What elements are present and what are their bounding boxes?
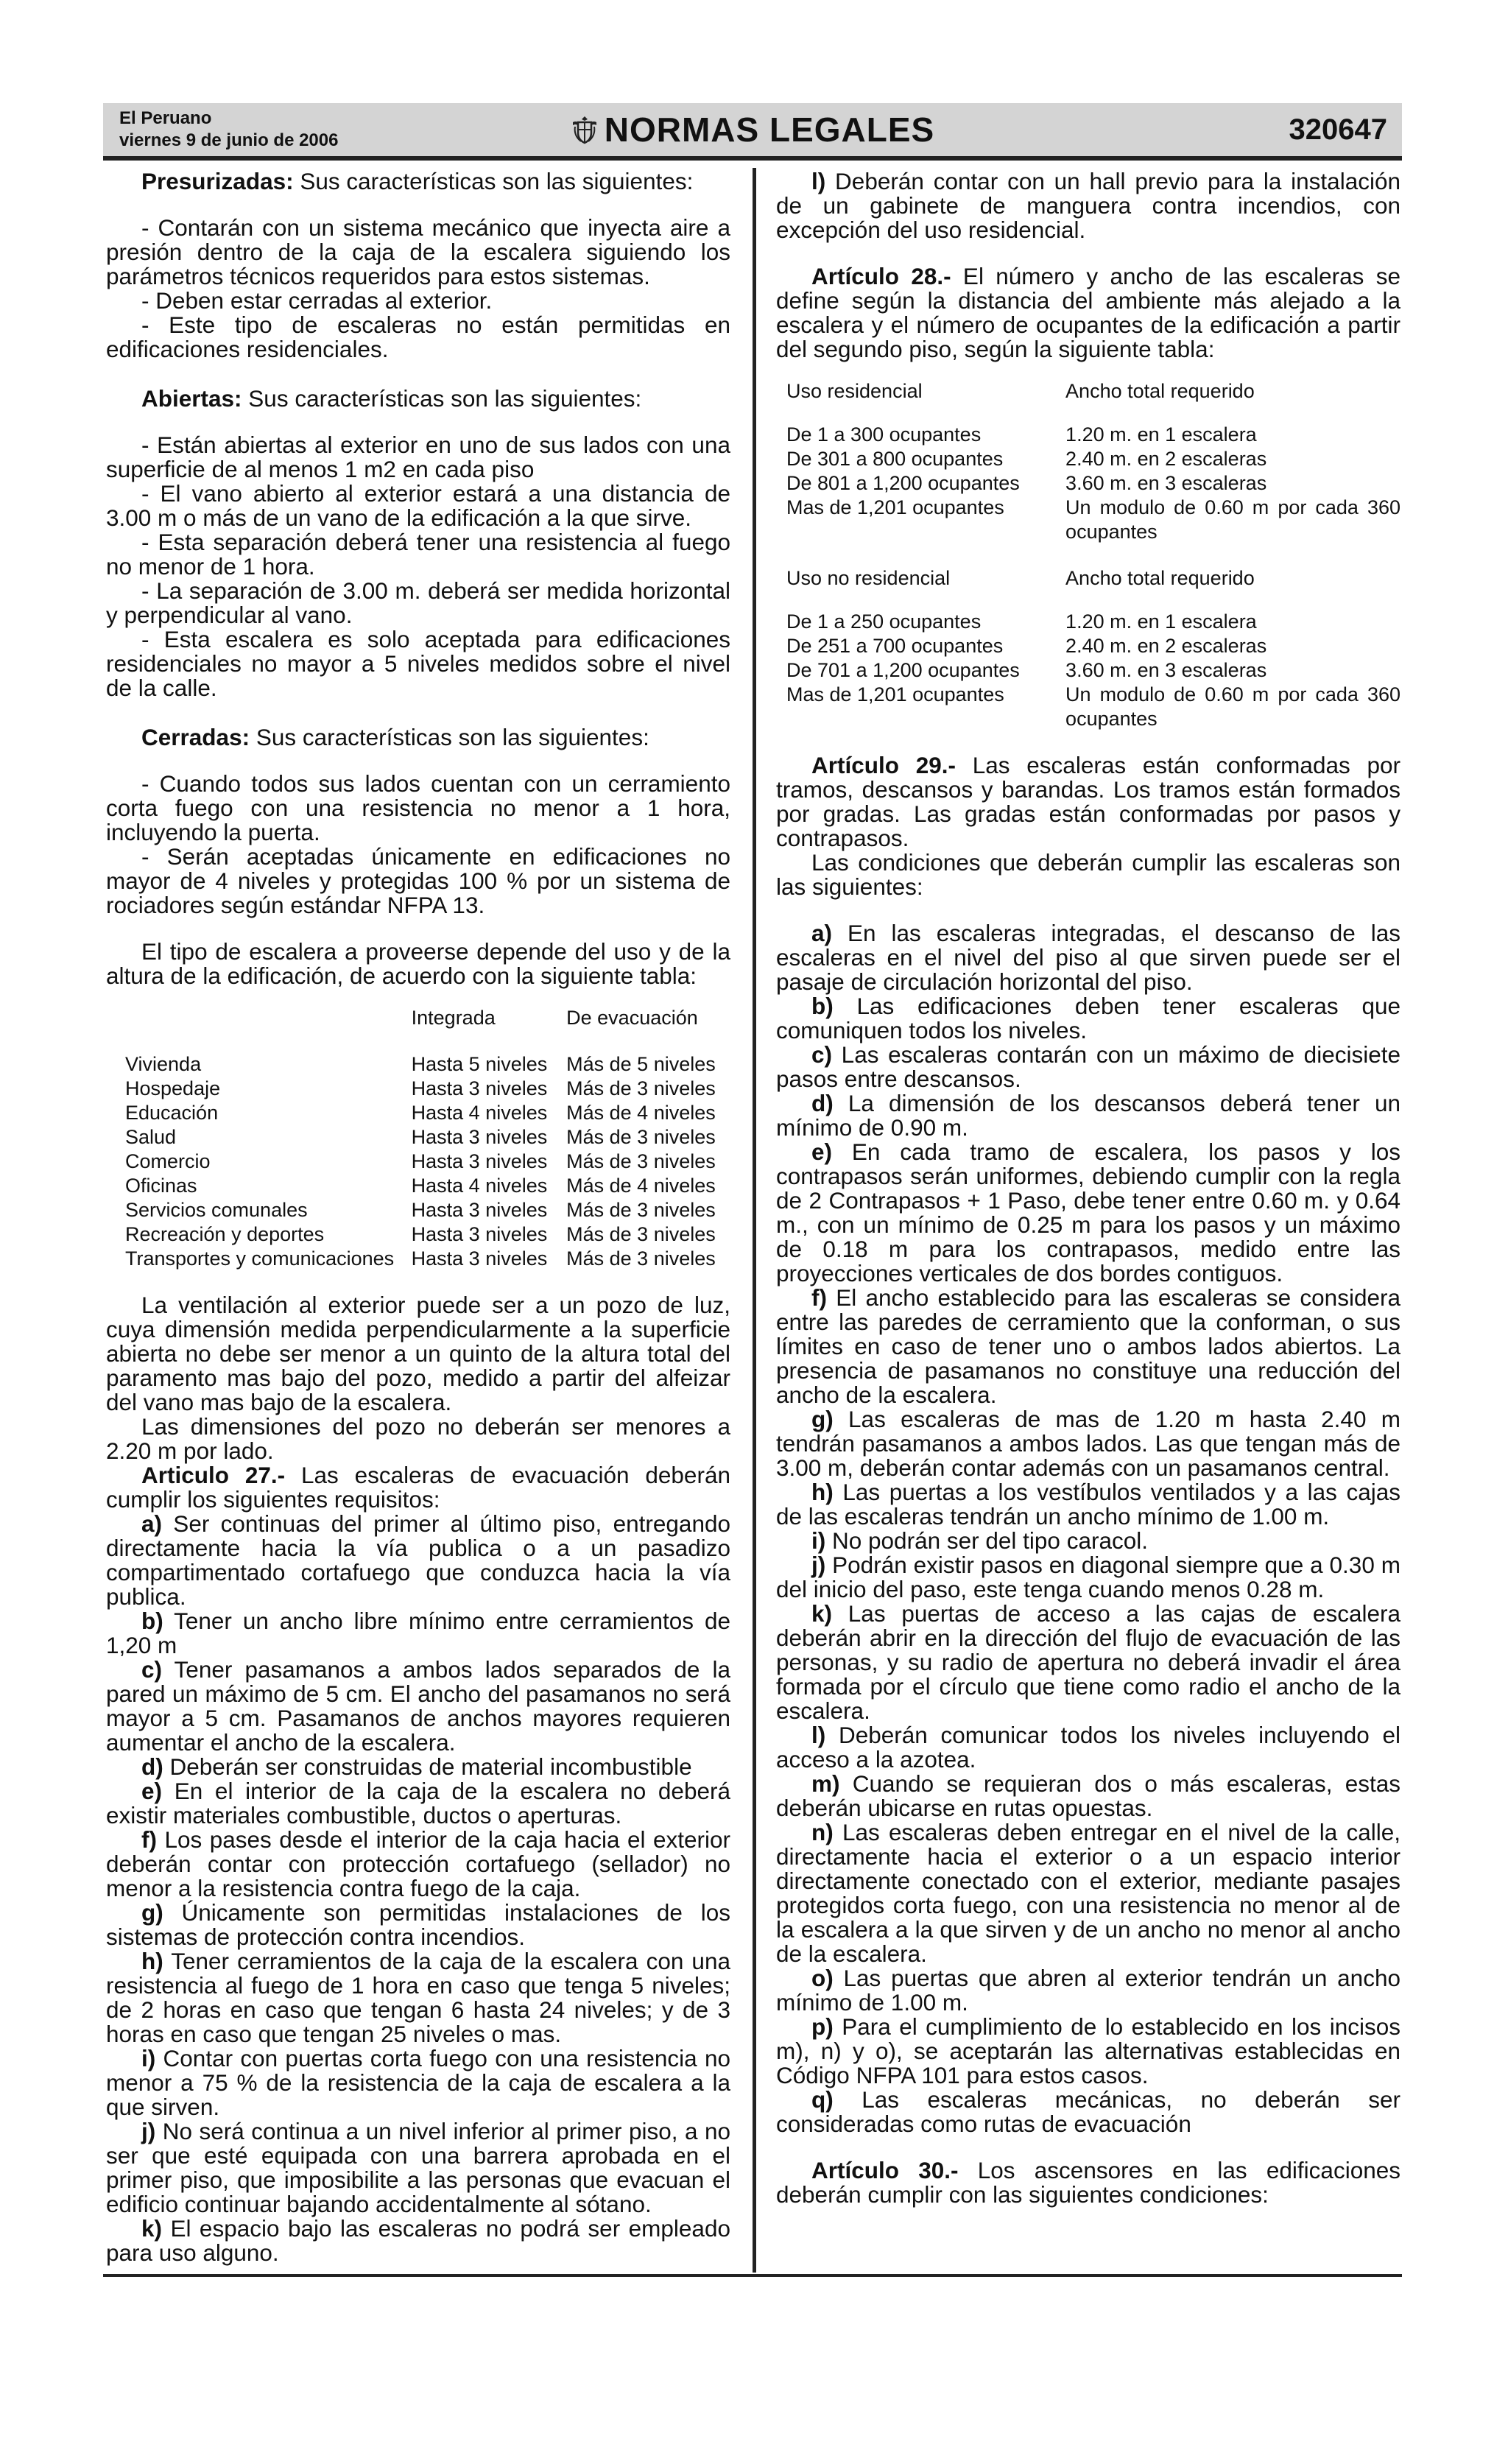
table-cell: Más de 3 niveles xyxy=(566,1199,716,1221)
art29-item xyxy=(776,921,1400,994)
presurizadas-item: - Contarán con un sistema mecánico que inyecta aire a presión dentro de la caja de la escalera siguiendo los parámetros técnicos requeridos para estos sistemas. xyxy=(106,214,730,289)
art29-item xyxy=(776,1407,1400,1480)
right-column xyxy=(776,169,1400,2207)
section-title xyxy=(103,109,1402,150)
table-cell: Más de 4 niveles xyxy=(566,1175,716,1197)
table-cell: Educación xyxy=(125,1102,219,1124)
art27-item xyxy=(106,1828,730,1901)
table-cell: 3.60 m. en 3 escaleras xyxy=(1065,472,1267,494)
item-label: a) xyxy=(811,920,833,946)
art27-item xyxy=(106,2046,730,2119)
item-label: j) xyxy=(811,1552,826,1578)
table-row xyxy=(786,471,1400,496)
abiertas-title: Abiertas: xyxy=(141,385,242,412)
column-divider xyxy=(753,168,756,2273)
table-cell: 2.40 m. en 2 escaleras xyxy=(1065,448,1267,470)
presurizadas-item: - Este tipo de escaleras no están permitidas en edificaciones residenciales. xyxy=(106,311,730,362)
item-text: Las edificaciones deben tener escaleras que comuniquen todos los niveles. xyxy=(776,993,1400,1043)
item-text: Para el cumplimiento de lo establecido en los incisos m), n) y o), se aceptarán las alternativas establecidas en Código NFPA 101 para estos casos. xyxy=(776,2013,1400,2088)
item-text: Las escaleras deben entregar en el nivel de la calle, directamente hacia el exterior o a un espacio interior directamente conectado con el exterior, mediante pasajes protegidos corta fuego, con una resistencia no menor al de la escalera a la que sirven y de un ancho no menor al ancho de la escalera. xyxy=(776,1819,1400,1967)
item-text: Podrán existir pasos en diagonal siempre que a 0.30 m del inicio del paso, este tenga cuando menos 0.28 m. xyxy=(776,1552,1400,1602)
table-cell: Hospedaje xyxy=(125,1077,221,1099)
table-cell: Un modulo de 0.60 m por cada 360 ocupantes xyxy=(1065,683,1400,730)
art27-item xyxy=(106,1609,730,1658)
table-row xyxy=(125,1150,730,1174)
cerradas-title: Cerradas: xyxy=(141,724,250,750)
art29-item xyxy=(776,1480,1400,1529)
art27-item xyxy=(106,1901,730,1949)
item-text: No podrán ser del tipo caracol. xyxy=(825,1527,1148,1554)
table-row xyxy=(125,1077,730,1101)
table-header-cell: Ancho total requerido xyxy=(1065,380,1255,402)
table-header-cell: Ancho total requerido xyxy=(1065,567,1255,589)
item-label: n) xyxy=(811,1819,834,1845)
item-label: k) xyxy=(141,2215,163,2242)
art29-item xyxy=(776,2015,1400,2088)
table-cell: 3.60 m. en 3 escaleras xyxy=(1065,659,1267,681)
table-cell: 2.40 m. en 2 escaleras xyxy=(1065,635,1267,657)
stair-type-table xyxy=(125,1006,730,1271)
item-text: Ser continuas del primer al último piso, entregando directamente hacia la vía publica o a un pasadizo compartimentado cortafuego que conduzca hacia la vía publica. xyxy=(106,1510,730,1610)
art29-item xyxy=(776,1966,1400,2015)
page-header xyxy=(103,103,1402,161)
presurizadas-item: - Deben estar cerradas al exterior. xyxy=(141,287,493,314)
table-cell: Un modulo de 0.60 m por cada 360 ocupantes xyxy=(1065,496,1400,543)
art29-item xyxy=(776,1602,1400,1723)
item-text: Únicamente son permitidas instalaciones de los sistemas de protección contra incendios. xyxy=(106,1899,730,1950)
item-text: Las puertas a los vestíbulos ventilados y a las cajas de las escaleras tendrán un ancho mínimo de 1.00 m. xyxy=(776,1479,1400,1530)
cerradas-heading xyxy=(106,725,730,750)
item-text: Las escaleras de mas de 1.20 m hasta 2.40 m tendrán pasamanos a ambos lados. Las que tengan más de 3.00 m, deberán contar además con un pasamanos central. xyxy=(776,1406,1400,1481)
table-cell: Mas de 1,201 ocupantes xyxy=(786,683,1004,705)
art29-item xyxy=(776,1286,1400,1407)
table-cell: Recreación y deportes xyxy=(125,1223,325,1245)
table-row xyxy=(125,1052,730,1077)
art28-title: Artículo 28.- xyxy=(811,263,951,289)
item-label: d) xyxy=(811,1090,834,1116)
item-label: l) xyxy=(811,168,826,194)
item-text: No será continua a un nivel inferior al primer piso, a no ser que esté equipada con una barrera aprobada en el primer piso, que imposibilite a las personas que evacuan el edificio continuar bajando accidentalmente al sótano. xyxy=(106,2118,730,2217)
item-text: Las escaleras contarán con un máximo de diecisiete pasos entre descansos. xyxy=(776,1041,1400,1092)
item-label: d) xyxy=(141,1753,163,1780)
table-row xyxy=(786,634,1400,658)
art27-heading xyxy=(106,1463,730,1512)
table-cell: 1.20 m. en 1 escalera xyxy=(1065,610,1257,633)
art27-item-l xyxy=(776,169,1400,242)
art29-item xyxy=(776,1091,1400,1140)
art30-text: Los ascensores en las edificaciones deberán cumplir con las siguientes condiciones: xyxy=(776,2157,1400,2208)
art29-item xyxy=(776,1820,1400,1966)
table-cell: Salud xyxy=(125,1126,177,1148)
ventilacion-paragraph: La ventilación al exterior puede ser a un pozo de luz, cuya dimensión medida perpendicularmente a la superficie abierta no debe ser menor a un quinto de la altura total del paramento mas bajo del pozo, medido a partir del alfeizar del vano mas bajo de la escalera. xyxy=(106,1292,730,1415)
art29-item xyxy=(776,1529,1400,1553)
item-label: h) xyxy=(811,1479,834,1505)
table-row xyxy=(786,610,1400,634)
item-label: o) xyxy=(811,1965,834,1991)
item-text: En el interior de la caja de la escalera no deberá existir materiales combustible, ductos o aperturas. xyxy=(106,1778,730,1828)
art27-item xyxy=(106,2217,730,2265)
item-label: f) xyxy=(141,1826,157,1853)
table-cell: Hasta 3 niveles xyxy=(411,1199,548,1221)
table-header-row xyxy=(125,1006,730,1052)
table-cell: Comercio xyxy=(125,1150,211,1172)
table-cell: De 251 a 700 ocupantes xyxy=(786,635,1004,657)
table-row xyxy=(125,1174,730,1198)
art29-item xyxy=(776,994,1400,1043)
table-row xyxy=(786,658,1400,683)
item-label: e) xyxy=(811,1138,833,1165)
table-cell: Más de 4 niveles xyxy=(566,1102,716,1124)
art29-item xyxy=(776,1140,1400,1286)
table-row xyxy=(125,1222,730,1247)
table-cell: Hasta 3 niveles xyxy=(411,1150,548,1172)
item-label: g) xyxy=(811,1406,834,1432)
item-label: i) xyxy=(811,1527,826,1554)
table-cell: Oficinas xyxy=(125,1175,197,1197)
table-header-row xyxy=(786,379,1400,423)
table-spacer xyxy=(786,544,1400,566)
item-text: En cada tramo de escalera, los pasos y los contrapasos serán uniformes, debiendo cumplir con la regla de 2 Contrapasos + 1 Paso, debe tener entre 0.60 m. y 0.64 m., con un mínimo de 0.25 m para los pasos y un máximo de 0.18 m para los contrapasos, medido entre las proyecciones verticales de dos bordes contiguos. xyxy=(776,1138,1400,1286)
table-row xyxy=(786,683,1400,731)
publication-date: viernes 9 de junio de 2006 xyxy=(119,130,339,150)
table-cell: Hasta 3 niveles xyxy=(411,1077,548,1099)
art27-item xyxy=(106,1658,730,1755)
table-cell: De 1 a 300 ocupantes xyxy=(786,423,982,446)
item-label: i) xyxy=(141,2045,156,2071)
table-row xyxy=(125,1125,730,1150)
art29-paragraph xyxy=(776,753,1400,851)
art27-item xyxy=(106,2119,730,2217)
item-text: En las escaleras integradas, el descanso de las escaleras en el nivel del piso al que sirven puede ser el pasaje de circulación horizontal del piso. xyxy=(776,920,1400,995)
item-label: j) xyxy=(141,2118,156,2144)
art29-item xyxy=(776,2088,1400,2136)
table-cell: Más de 3 niveles xyxy=(566,1077,716,1099)
table-header-cell: Uso residencial xyxy=(786,380,923,402)
occupants-table xyxy=(786,379,1400,731)
table-row xyxy=(125,1247,730,1271)
item-label: h) xyxy=(141,1948,163,1974)
table-row xyxy=(786,423,1400,447)
item-label: k) xyxy=(811,1600,833,1627)
table-cell: Más de 5 niveles xyxy=(566,1053,716,1075)
table-cell: Más de 3 niveles xyxy=(566,1126,716,1148)
cerradas-item: - Serán aceptadas únicamente en edificaciones no mayor de 4 niveles y protegidas 100 % por un sistema de rociadores según estándar NFPA 13. xyxy=(106,843,730,918)
table-cell: Hasta 5 niveles xyxy=(411,1053,548,1075)
table-cell: Hasta 4 niveles xyxy=(411,1102,548,1124)
publication-name: El Peruano xyxy=(119,108,212,128)
item-label: e) xyxy=(141,1778,163,1804)
table-cell: Más de 3 niveles xyxy=(566,1223,716,1245)
art27-item xyxy=(106,1755,730,1779)
cerradas-intro: Sus características son las siguientes: xyxy=(250,724,649,750)
table-cell: Hasta 3 niveles xyxy=(411,1126,548,1148)
table-header-cell xyxy=(125,1006,412,1052)
item-text: Las puertas de acceso a las cajas de escalera deberán abrir en la dirección del flujo de evacuación de las personas, y su radio de apertura no deberá invadir el área formada por el círculo que tiene como radio el ancho de la escalera. xyxy=(776,1600,1400,1724)
table-cell: Más de 3 niveles xyxy=(566,1247,716,1270)
item-text: Los pases desde el interior de la caja hacia el exterior deberán contar con protección cortafuego (sellador) no menor a la resistencia contra fuego de la caja. xyxy=(106,1826,730,1901)
table-cell: Hasta 3 niveles xyxy=(411,1223,548,1245)
item-text: Las escaleras mecánicas, no deberán ser consideradas como rutas de evacuación xyxy=(776,2086,1400,2137)
page-number: 320647 xyxy=(1289,113,1387,146)
table-header-cell: Integrada xyxy=(411,1007,496,1029)
presurizadas-heading xyxy=(106,169,730,194)
art29-conditions: Las condiciones que deberán cumplir las escaleras son las siguientes: xyxy=(776,849,1400,900)
table-cell: Más de 3 niveles xyxy=(566,1150,716,1172)
item-label: a) xyxy=(141,1510,163,1537)
table-cell: Hasta 4 niveles xyxy=(411,1175,548,1197)
art27-title: Articulo 27.- xyxy=(141,1462,286,1488)
item-label: f) xyxy=(811,1284,827,1311)
table-row xyxy=(125,1198,730,1222)
item-text: Deberán comunicar todos los niveles incluyendo el acceso a la azotea. xyxy=(776,1722,1400,1773)
table-cell: De 1 a 250 ocupantes xyxy=(786,610,982,633)
art27-item xyxy=(106,1512,730,1609)
art29-text: Las escaleras están conformadas por tramos, descansos y barandas. Los tramos están formados por gradas. Las gradas están conformadas por pasos y contrapasos. xyxy=(776,752,1400,851)
item-label: b) xyxy=(141,1608,163,1634)
art30-title: Artículo 30.- xyxy=(811,2157,959,2183)
abiertas-item: - El vano abierto al exterior estará a una distancia de 3.00 m o más de un vano de la edificación a la que sirve. xyxy=(106,480,730,531)
abiertas-item: - Están abiertas al exterior en uno de sus lados con una superficie de al menos 1 m2 en cada piso xyxy=(106,432,730,482)
dimensiones-pozo-paragraph: Las dimensiones del pozo no deberán ser menores a 2.20 m por lado. xyxy=(106,1413,730,1464)
table-cell: De 301 a 800 ocupantes xyxy=(786,448,1004,470)
item-text: Contar con puertas corta fuego con una resistencia no menor a 75 % de la resistencia de la caja de escalera a la que sirven. xyxy=(106,2045,730,2120)
item-label: q) xyxy=(811,2086,834,2113)
table-header-cell: Uso no residencial xyxy=(786,567,951,589)
abiertas-item: - La separación de 3.00 m. deberá ser medida horizontal y perpendicular al vano. xyxy=(106,577,730,628)
item-text: Tener un ancho libre mínimo entre cerramientos de 1,20 m xyxy=(106,1608,730,1658)
art30-paragraph xyxy=(776,2158,1400,2207)
art27-intro: Las escaleras de evacuación deberán cumplir los siguientes requisitos: xyxy=(106,1462,730,1513)
table-cell: Mas de 1,201 ocupantes xyxy=(786,496,1004,518)
table-cell: Transportes y comunicaciones xyxy=(125,1247,395,1270)
item-text: Deberán contar con un hall previo para la instalación de un gabinete de manguera contra incendios, con excepción del uso residencial. xyxy=(776,168,1400,243)
abiertas-intro: Sus características son las siguientes: xyxy=(242,385,642,412)
item-label: b) xyxy=(811,993,834,1019)
table-row xyxy=(786,496,1400,544)
art27-item xyxy=(106,1949,730,2046)
table-cell: Servicios comunales xyxy=(125,1199,308,1221)
table-cell: Vivienda xyxy=(125,1053,202,1075)
table-header-cell: De evacuación xyxy=(566,1007,698,1029)
item-text: Tener pasamanos a ambos lados separados de la pared un máximo de 5 cm. El ancho del pasamanos no será mayor a 5 cm. Pasamanos de anchos mayores requieren aumentar el ancho de la escalera. xyxy=(106,1656,730,1756)
presurizadas-title: Presurizadas: xyxy=(141,168,294,194)
abiertas-item: - Esta escalera es solo aceptada para edificaciones residenciales no mayor a 5 niveles medidos sobre el nivel de la calle. xyxy=(106,626,730,701)
table-cell: De 801 a 1,200 ocupantes xyxy=(786,472,1020,494)
table-row xyxy=(125,1101,730,1125)
abiertas-item: - Esta separación deberá tener una resistencia al fuego no menor de 1 hora. xyxy=(106,529,730,580)
item-text: Tener cerramientos de la caja de la escalera con una resistencia al fuego de 1 hora en caso que tenga 5 niveles; de 2 horas en caso que tengan 6 hasta 24 niveles; y de 3 horas en caso que tengan 25 niveles o mas. xyxy=(106,1948,730,2047)
title-text: NORMAS LEGALES xyxy=(604,110,935,149)
table-row xyxy=(786,447,1400,471)
art28-paragraph xyxy=(776,264,1400,362)
coat-of-arms-icon xyxy=(571,115,599,144)
table-cell: De 701 a 1,200 ocupantes xyxy=(786,659,1020,681)
table-cell: 1.20 m. en 1 escalera xyxy=(1065,423,1257,446)
item-text: El ancho establecido para las escaleras se considera entre las paredes de cerramiento que la conforman, o sus límites en caso de tener uno o ambos lados abiertos. La presencia de pasamanos no constituye una reducción del ancho de la escalera. xyxy=(776,1284,1400,1408)
abiertas-heading xyxy=(106,387,730,411)
art29-item xyxy=(776,1772,1400,1820)
art27-item xyxy=(106,1779,730,1828)
art29-item xyxy=(776,1043,1400,1091)
cerradas-item: - Cuando todos sus lados cuentan con un cerramiento corta fuego con una resistencia no menor a 1 hora, incluyendo la puerta. xyxy=(106,770,730,845)
item-label: c) xyxy=(811,1041,833,1068)
item-label: g) xyxy=(141,1899,163,1926)
art29-item xyxy=(776,1553,1400,1602)
art28-text: El número y ancho de las escaleras se define según la distancia del ambiente más alejado a la escalera y el número de ocupantes de la edificación a partir del segundo piso, según la siguiente tabla: xyxy=(776,263,1400,362)
item-text: Deberán ser construidas de material incombustible xyxy=(163,1753,692,1780)
art29-item xyxy=(776,1723,1400,1772)
item-text: Cuando se requieran dos o más escaleras, estas deberán ubicarse en rutas opuestas. xyxy=(776,1770,1400,1821)
art29-title: Artículo 29.- xyxy=(811,752,956,778)
item-text: El espacio bajo las escaleras no podrá ser empleado para uso alguno. xyxy=(106,2215,730,2266)
tipo-intro: El tipo de escalera a proveerse depende del uso y de la altura de la edificación, de acuerdo con la siguiente tabla: xyxy=(106,938,730,989)
item-label: l) xyxy=(811,1722,826,1748)
presurizadas-intro: Sus características son las siguientes: xyxy=(293,168,694,194)
left-column xyxy=(106,169,730,2265)
item-label: p) xyxy=(811,2013,834,2040)
item-label: m) xyxy=(811,1770,840,1797)
bottom-rule xyxy=(103,2274,1402,2277)
item-text: Las puertas que abren al exterior tendrán un ancho mínimo de 1.00 m. xyxy=(776,1965,1400,2016)
item-text: La dimensión de los descansos deberá tener un mínimo de 0.90 m. xyxy=(776,1090,1400,1141)
table-cell: Hasta 3 niveles xyxy=(411,1247,548,1270)
table-header-row xyxy=(786,566,1400,610)
item-label: c) xyxy=(141,1656,163,1683)
